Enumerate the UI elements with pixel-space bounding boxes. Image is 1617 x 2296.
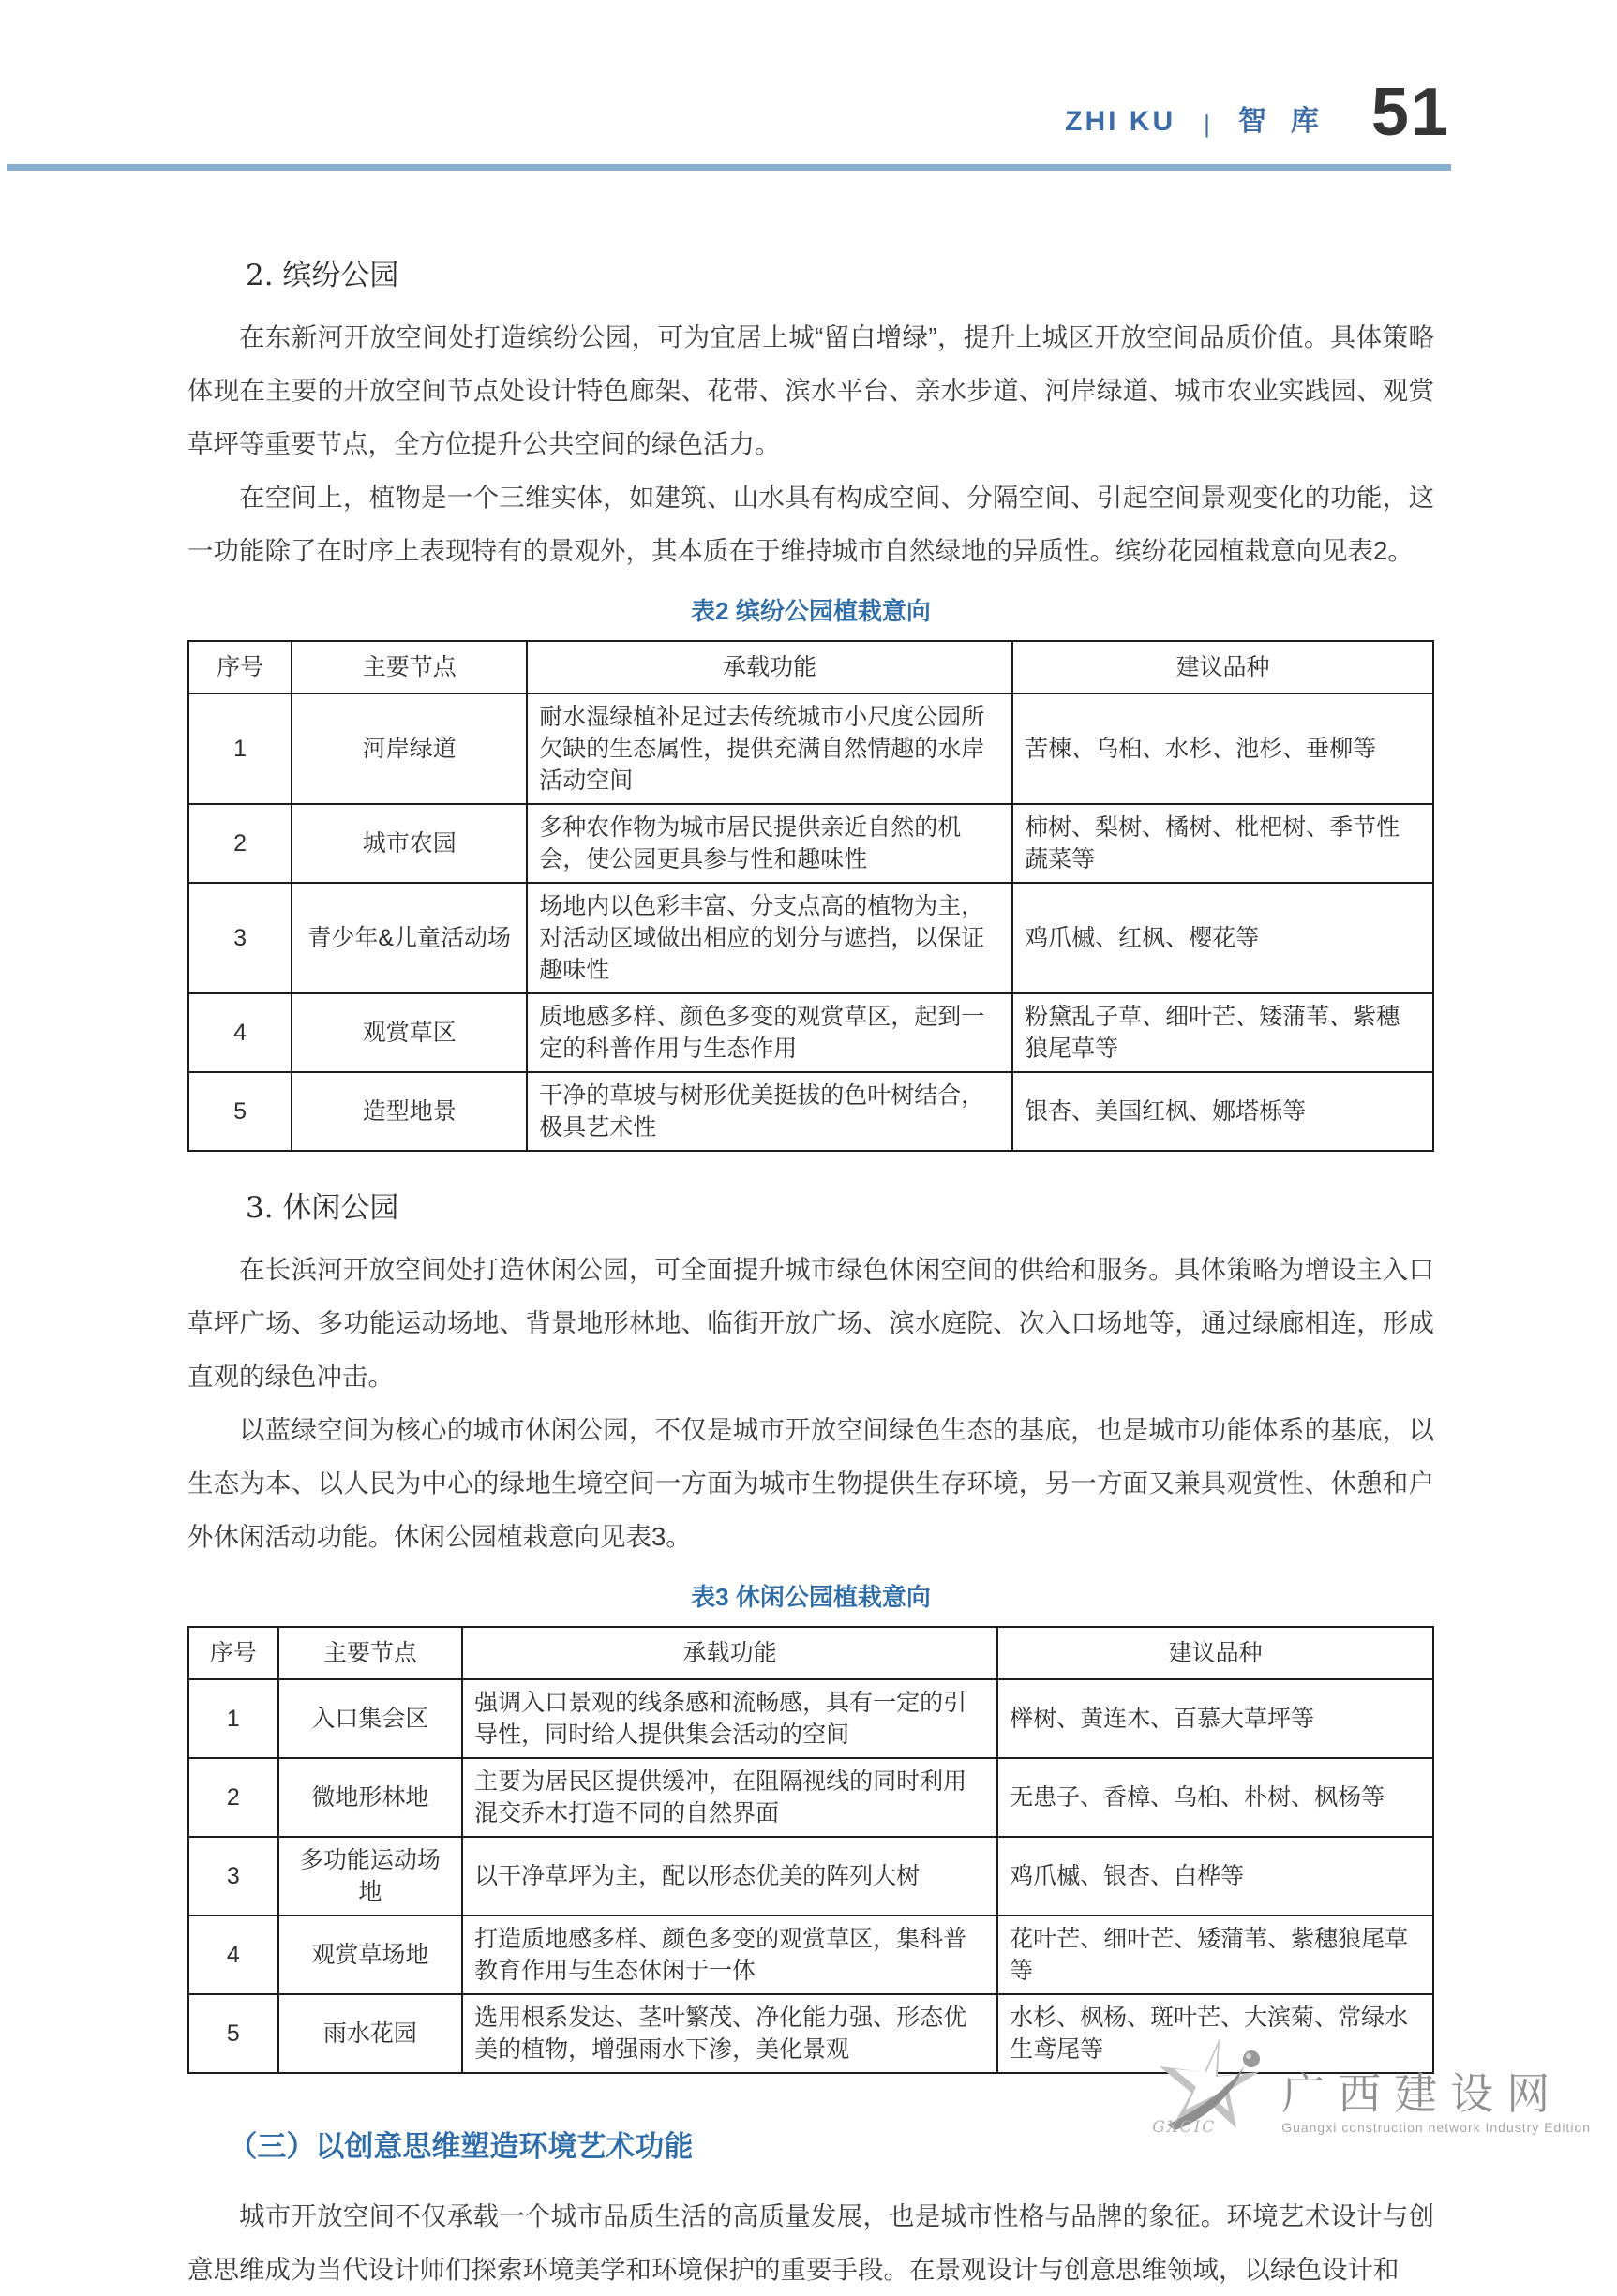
header-rule bbox=[7, 164, 1451, 171]
section2-heading: 2. 缤纷公园 bbox=[246, 259, 399, 292]
table-cell: 河岸绿道 bbox=[292, 693, 527, 804]
table-cell: 入口集会区 bbox=[278, 1679, 463, 1758]
table-cell: 1 bbox=[188, 1679, 278, 1758]
logo-acronym: GXCIC bbox=[1152, 2118, 1217, 2137]
page-number: 51 bbox=[1370, 75, 1450, 150]
brand-separator: | bbox=[1204, 109, 1210, 138]
table-cell: 城市农园 bbox=[292, 804, 527, 883]
table-cell: 场地内以色彩丰富、分支点高的植物为主，对活动区域做出相应的划分与遮挡，以保证趣味性 bbox=[527, 883, 1012, 993]
table3-planting-intent bbox=[187, 1626, 1434, 2074]
logo-title: 广西建设网 bbox=[1281, 2068, 1564, 2120]
brand-en: ZHI KU bbox=[1065, 105, 1176, 137]
footer-logo bbox=[1146, 2031, 1591, 2139]
table-cell: 鸡爪槭、银杏、白桦等 bbox=[997, 1837, 1433, 1916]
table-row bbox=[188, 1072, 1433, 1151]
table-cell: 多功能运动场地 bbox=[278, 1837, 463, 1916]
table-cell: 造型地景 bbox=[292, 1072, 527, 1151]
section2-paragraph-2: 在空间上，植物是一个三维实体，如建筑、山水具有构成空间、分隔空间、引起空间景观变化的功能，这一功能除了在时序上表现特有的景观外，其本质在于维持城市自然绿地的异质性。缤纷花园植栽意向见表2。 bbox=[187, 483, 1434, 565]
table-cell: 2 bbox=[188, 1758, 278, 1837]
section-c-paragraph-1: 城市开放空间不仅承载一个城市品质生活的高质量发展，也是城市性格与品牌的象征。环境艺术设计与创意思维成为当代设计师们探索环境美学和环境保护的重要手段。在景观设计与创意思维领域，以绿色设计和 bbox=[187, 2201, 1434, 2284]
table2-caption: 表2 缤纷公园植栽意向 bbox=[691, 597, 931, 625]
table-row bbox=[188, 1679, 1433, 1758]
table-cell: 观赏草区 bbox=[292, 993, 527, 1072]
table-header-cell: 承载功能 bbox=[462, 1627, 997, 1679]
logo-text-block bbox=[1281, 2070, 1591, 2139]
table-row bbox=[188, 883, 1433, 993]
section3-heading: 3. 休闲公园 bbox=[246, 1191, 399, 1225]
table-cell: 打造质地感多样、颜色多变的观赏草区，集科普教育作用与生态休闲于一体 bbox=[462, 1916, 997, 1994]
table-cell: 强调入口景观的线条感和流畅感，具有一定的引导性，同时给人提供集会活动的空间 bbox=[462, 1679, 997, 1758]
table-cell: 主要为居民区提供缓冲，在阻隔视线的同时利用混交乔木打造不同的自然界面 bbox=[462, 1758, 997, 1837]
table-cell: 柿树、梨树、橘树、枇杷树、季节性蔬菜等 bbox=[1012, 804, 1433, 883]
table-header-row bbox=[188, 641, 1433, 693]
logo-subtitle: Guangxi construction network Industry Edition bbox=[1281, 2120, 1591, 2135]
table-cell: 4 bbox=[188, 1916, 278, 1994]
section3-paragraph-1: 在长浜河开放空间处打造休闲公园，可全面提升城市绿色休闲空间的供给和服务。具体策略为增设主入口草坪广场、多功能运动场地、背景地形林地、临街开放广场、滨水庭院、次入口场地等，通过绿廊相连，形成直观的绿色冲击。 bbox=[187, 1255, 1434, 1391]
table-cell: 粉黛乱子草、细叶芒、矮蒲苇、紫穗狼尾草等 bbox=[1012, 993, 1433, 1072]
table-cell: 观赏草场地 bbox=[278, 1916, 463, 1994]
table-cell: 银杏、美国红枫、娜塔栎等 bbox=[1012, 1072, 1433, 1151]
section-c-heading: （三）以创意思维塑造环境艺术功能 bbox=[228, 2130, 694, 2164]
star-icon bbox=[1146, 2031, 1268, 2139]
table-cell: 青少年&儿童活动场 bbox=[292, 883, 527, 993]
table-cell: 微地形林地 bbox=[278, 1758, 463, 1837]
table-cell: 以干净草坪为主，配以形态优美的阵列大树 bbox=[462, 1837, 997, 1916]
table-cell: 3 bbox=[188, 1837, 278, 1916]
section3-paragraph-2: 以蓝绿空间为核心的城市休闲公园，不仅是城市开放空间绿色生态的基底，也是城市功能体系的基底，以生态为本、以人民为中心的绿地生境空间一方面为城市生物提供生存环境，另一方面又兼具观赏性、休憩和户外休闲活动功能。休闲公园植栽意向见表3。 bbox=[187, 1415, 1434, 1551]
table-header-cell: 主要节点 bbox=[292, 641, 527, 693]
table-cell: 雨水花园 bbox=[278, 1994, 463, 2073]
table3-caption: 表3 休闲公园植栽意向 bbox=[691, 1583, 931, 1611]
table-row bbox=[188, 1758, 1433, 1837]
page-header bbox=[1065, 75, 1450, 150]
table-cell: 苦楝、乌桕、水杉、池杉、垂柳等 bbox=[1012, 693, 1433, 804]
table-cell: 耐水湿绿植补足过去传统城市小尺度公园所欠缺的生态属性，提供充满自然情趣的水岸活动空间 bbox=[527, 693, 1012, 804]
table-header-cell: 主要节点 bbox=[278, 1627, 463, 1679]
table-cell: 无患子、香樟、乌桕、朴树、枫杨等 bbox=[997, 1758, 1433, 1837]
table-header-cell: 建议品种 bbox=[1012, 641, 1433, 693]
table-header-cell: 建议品种 bbox=[997, 1627, 1433, 1679]
section2-paragraph-1: 在东新河开放空间处打造缤纷公园，可为宜居上城“留白增绿”，提升上城区开放空间品质价值。具体策略体现在主要的开放空间节点处设计特色廊架、花带、滨水平台、亲水步道、河岸绿道、城市农业实践园、观赏草坪等重要节点，全方位提升公共空间的绿色活力。 bbox=[187, 322, 1434, 458]
table-row bbox=[188, 1916, 1433, 1994]
table-cell: 多种农作物为城市居民提供亲近自然的机会，使公园更具参与性和趣味性 bbox=[527, 804, 1012, 883]
table-header-cell: 序号 bbox=[188, 1627, 278, 1679]
article-body bbox=[187, 251, 1434, 2296]
table-cell: 3 bbox=[188, 883, 292, 993]
table-cell: 干净的草坡与树形优美挺拔的色叶树结合，极具艺术性 bbox=[527, 1072, 1012, 1151]
table-cell: 5 bbox=[188, 1994, 278, 2073]
table-cell: 榉树、黄连木、百慕大草坪等 bbox=[997, 1679, 1433, 1758]
table-header-row bbox=[188, 1627, 1433, 1679]
table-cell: 花叶芒、细叶芒、矮蒲苇、紫穗狼尾草等 bbox=[997, 1916, 1433, 1994]
table-row bbox=[188, 804, 1433, 883]
table-cell: 选用根系发达、茎叶繁茂、净化能力强、形态优美的植物，增强雨水下渗，美化景观 bbox=[462, 1994, 997, 2073]
table-header-cell: 序号 bbox=[188, 641, 292, 693]
table-cell: 质地感多样、颜色多变的观赏草区，起到一定的科普作用与生态作用 bbox=[527, 993, 1012, 1072]
table-row bbox=[188, 693, 1433, 804]
brand-cn: 智库 bbox=[1237, 105, 1343, 137]
table-cell: 2 bbox=[188, 804, 292, 883]
table-header-cell: 承载功能 bbox=[527, 641, 1012, 693]
table-cell: 4 bbox=[188, 993, 292, 1072]
table-cell: 1 bbox=[188, 693, 292, 804]
table2-planting-intent bbox=[187, 640, 1434, 1152]
table-cell: 鸡爪槭、红枫、樱花等 bbox=[1012, 883, 1433, 993]
table-row bbox=[188, 1837, 1433, 1916]
table-row bbox=[188, 993, 1433, 1072]
table-cell: 5 bbox=[188, 1072, 292, 1151]
table-cell: 水杉、枫杨、斑叶芒、大滨菊、常绿水生鸢尾等 bbox=[997, 1994, 1433, 2073]
